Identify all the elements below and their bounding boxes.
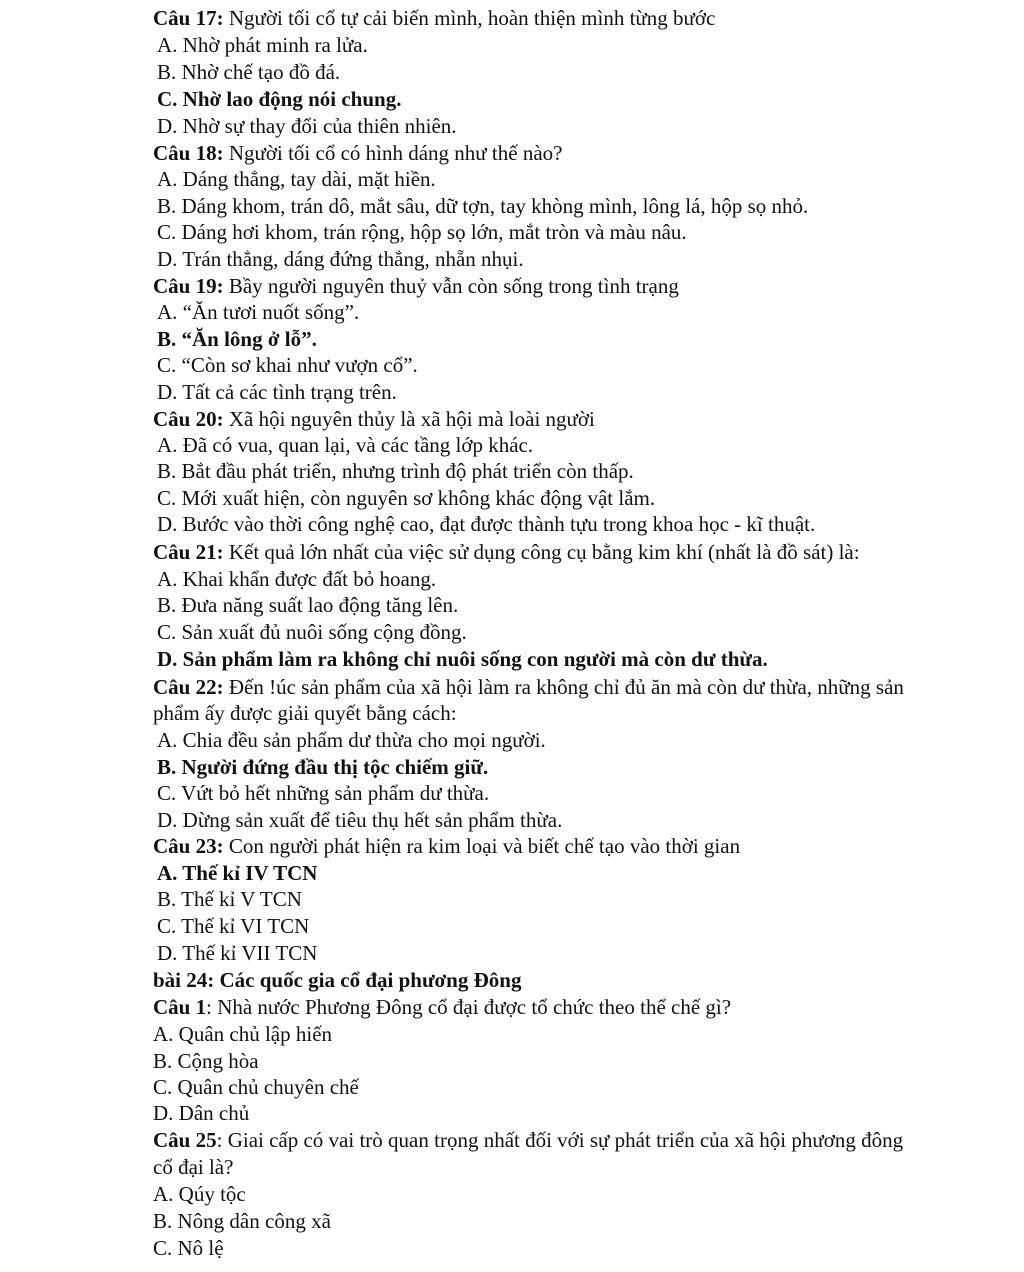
option-21a: A. Khai khẩn được đất bỏ hoang. xyxy=(157,567,437,591)
question-25 xyxy=(153,1127,903,1153)
option-23a: A. Thế kỉ IV TCN xyxy=(157,861,318,885)
option-17b: B. Nhờ chế tạo đồ đá. xyxy=(157,60,341,84)
question-17 xyxy=(153,5,715,31)
option-1c: C. Quân chủ chuyên chế xyxy=(153,1075,359,1099)
option-18d: D. Trán thẳng, dáng đứng thẳng, nhẵn nhụi. xyxy=(157,247,524,271)
question-text: Người tối cổ tự cải biến mình, hoàn thiện mình từng bước xyxy=(223,6,716,30)
option-23b: B. Thế kỉ V TCN xyxy=(157,887,302,911)
question-22 xyxy=(153,674,904,700)
question-label: Câu 18: xyxy=(153,141,224,165)
option-17a: A. Nhờ phát minh ra lửa. xyxy=(157,33,368,57)
option-22a: A. Chia đều sản phẩm dư thừa cho mọi người. xyxy=(157,728,546,752)
option-21c: C. Sản xuất đủ nuôi sống cộng đồng. xyxy=(157,620,467,644)
question-23 xyxy=(153,833,740,859)
question-label: Câu 17: xyxy=(153,6,224,30)
question-18 xyxy=(153,140,562,166)
question-text: Con người phát hiện ra kim loại và biết chế tạo vào thời gian xyxy=(223,834,741,858)
question-19 xyxy=(153,273,679,299)
question-text: Đến !úc sản phẩm của xã hội làm ra không chỉ đủ ăn mà còn dư thừa, những sản xyxy=(223,675,904,699)
option-21b: B. Đưa năng suất lao động tăng lên. xyxy=(157,593,459,617)
option-19c: C. “Còn sơ khai như vượn cổ”. xyxy=(157,353,418,377)
option-20c: C. Mới xuất hiện, còn nguyên sơ không khác động vật lắm. xyxy=(157,486,656,510)
option-25b: B. Nông dân công xã xyxy=(153,1209,331,1233)
question-label: Câu 25 xyxy=(153,1128,217,1152)
question-label: Câu 20: xyxy=(153,407,224,431)
option-22c: C. Vứt bỏ hết những sản phẩm dư thừa. xyxy=(157,781,490,805)
option-18c: C. Dáng hơi khom, trán rộng, hộp sọ lớn, mắt tròn và màu nâu. xyxy=(157,220,687,244)
option-20b: B. Bắt đầu phát triển, nhưng trình độ phát triển còn thấp. xyxy=(157,459,634,483)
option-17c: C. Nhờ lao động nói chung. xyxy=(157,87,402,111)
question-label: Câu 19: xyxy=(153,274,224,298)
option-21d: D. Sản phẩm làm ra không chỉ nuôi sống con người mà còn dư thừa. xyxy=(157,647,768,671)
option-25a: A. Qúy tộc xyxy=(153,1182,246,1206)
option-22d: D. Dừng sản xuất để tiêu thụ hết sản phẩm thừa. xyxy=(157,808,563,832)
option-22b: B. Người đứng đầu thị tộc chiếm giữ. xyxy=(157,755,489,779)
question-20 xyxy=(153,406,595,432)
question-text: : Giai cấp có vai trò quan trọng nhất đối với sự phát triển của xã hội phương đông xyxy=(216,1128,904,1152)
question-label: Câu 23: xyxy=(153,834,224,858)
option-1d: D. Dân chủ xyxy=(153,1101,250,1125)
option-20d: D. Bước vào thời công nghệ cao, đạt được thành tựu trong khoa học - kĩ thuật. xyxy=(157,512,816,536)
option-18b: B. Dáng khom, trán dô, mắt sâu, dữ tợn, tay khòng mình, lông lá, hộp sọ nhỏ. xyxy=(157,194,809,218)
option-23c: C. Thế kỉ VI TCN xyxy=(157,914,310,938)
section-title: bài 24: Các quốc gia cổ đại phương Đông xyxy=(153,968,522,992)
question-label: Câu 1 xyxy=(153,995,207,1019)
option-23d: D. Thế kỉ VII TCN xyxy=(157,941,318,965)
option-17d: D. Nhờ sự thay đổi của thiên nhiên. xyxy=(157,114,457,138)
option-19a: A. “Ăn tươi nuốt sống”. xyxy=(157,300,360,324)
question-21 xyxy=(153,539,860,565)
option-20a: A. Đã có vua, quan lại, và các tầng lớp khác. xyxy=(157,433,534,457)
question-1 xyxy=(153,994,731,1020)
question-text: Người tối cổ có hình dáng như thế nào? xyxy=(223,141,563,165)
question-22-continuation: phẩm ấy được giải quyết bằng cách: xyxy=(153,701,457,725)
question-label: Câu 22: xyxy=(153,675,224,699)
option-19d: D. Tất cả các tình trạng trên. xyxy=(157,380,397,404)
option-19b: B. “Ăn lông ở lỗ”. xyxy=(157,327,317,351)
question-text: Bầy người nguyên thuỷ vẫn còn sống trong tình trạng xyxy=(223,274,679,298)
question-25-continuation: cổ đại là? xyxy=(153,1155,234,1179)
option-1b: B. Cộng hòa xyxy=(153,1049,259,1073)
question-text: : Nhà nước Phương Đông cổ đại được tổ chức theo thể chế gì? xyxy=(206,995,732,1019)
question-text: Xã hội nguyên thủy là xã hội mà loài người xyxy=(223,407,595,431)
question-label: Câu 21: xyxy=(153,540,224,564)
option-1a: A. Quân chủ lập hiến xyxy=(153,1022,333,1046)
question-text: Kết quả lớn nhất của việc sử dụng công cụ bằng kim khí (nhất là đồ sát) là: xyxy=(223,540,860,564)
option-18a: A. Dáng thẳng, tay dài, mặt hiền. xyxy=(157,167,436,191)
option-25c: C. Nô lệ xyxy=(153,1236,224,1260)
